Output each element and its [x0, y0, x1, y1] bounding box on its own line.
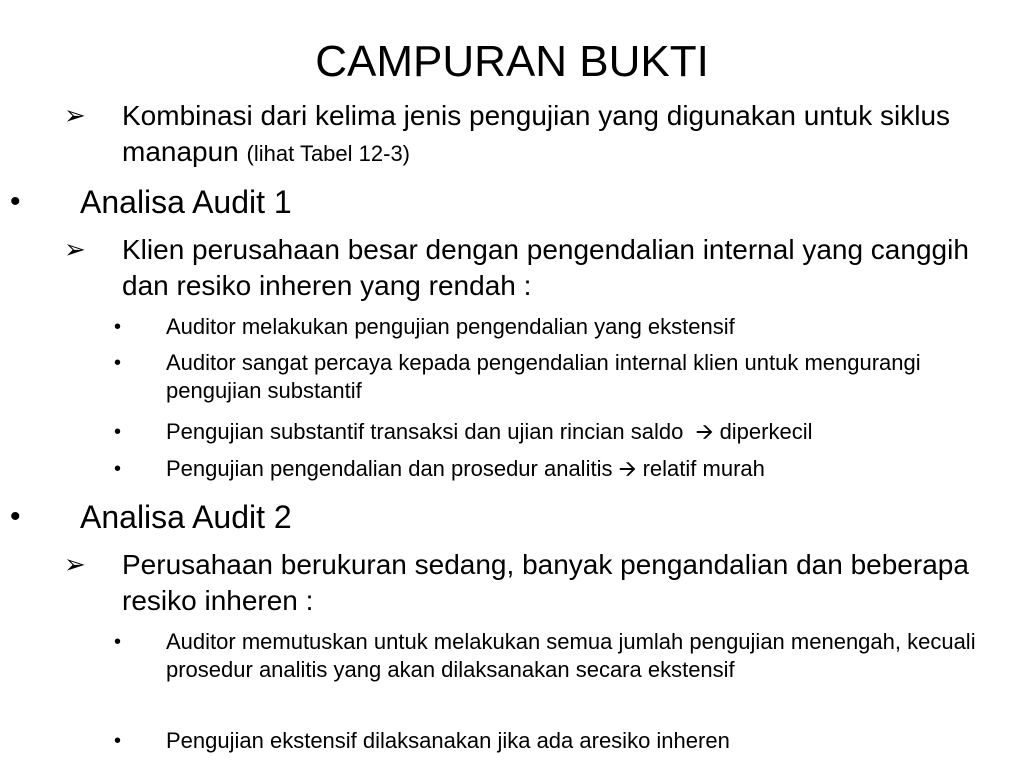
- right-arrow-icon: 🡪: [618, 457, 637, 482]
- table-reference: (lihat Tabel 12-3): [246, 141, 411, 166]
- list-item-text: Kombinasi dari kelima jenis pengujian yang digunakan untuk siklus manapun (lihat Tabel 12-3): [122, 100, 951, 167]
- sub-list-item-text: Auditor sangat percaya kepada pengendalian internal klien untuk mengurangi pengujian substantif: [166, 350, 921, 403]
- bullet-icon: •: [114, 421, 122, 443]
- bullet-icon: •: [114, 730, 122, 752]
- right-arrow-icon: 🡪: [695, 420, 714, 445]
- arrowhead-bullet-icon: ➢: [64, 101, 86, 131]
- bullet-icon: •: [10, 185, 21, 218]
- sub-list-item-text: Auditor memutuskan untuk melakukan semua jumlah pengujian menengah, kecuali prosedur analitis yang akan dilaksanakan secara ekstensif: [166, 629, 976, 682]
- bullet-icon: •: [114, 352, 122, 374]
- list-item-text: Klien perusahaan besar dengan pengendalian internal yang canggih dan resiko inheren yang rendah :: [122, 234, 969, 301]
- slide-title: CAMPURAN BUKTI: [315, 37, 709, 86]
- sub-list-item-text: Pengujian ekstensif dilaksanakan jika ada aresiko inheren: [166, 728, 730, 753]
- sub-list-item-text: Pengujian substantif transaksi dan ujian rincian saldo 🡪 diperkecil: [166, 419, 813, 445]
- section-heading-text: Analisa Audit 2: [80, 499, 292, 535]
- sub-list-item-text: Auditor melakukan pengujian pengendalian yang ekstensif: [166, 314, 735, 339]
- arrowhead-bullet-icon: ➢: [64, 550, 86, 580]
- list-item-text: Perusahaan berukuran sedang, banyak pengandalian dan beberapa resiko inheren :: [122, 549, 969, 616]
- bullet-icon: •: [114, 631, 122, 653]
- bullet-icon: •: [114, 458, 122, 480]
- bullet-icon: •: [114, 316, 122, 338]
- sub-list-item-text: Pengujian pengendalian dan prosedur analitis 🡪 relatif murah: [166, 456, 765, 482]
- section-heading-text: Analisa Audit 1: [80, 184, 292, 220]
- arrowhead-bullet-icon: ➢: [64, 235, 86, 265]
- bullet-icon: •: [10, 500, 21, 533]
